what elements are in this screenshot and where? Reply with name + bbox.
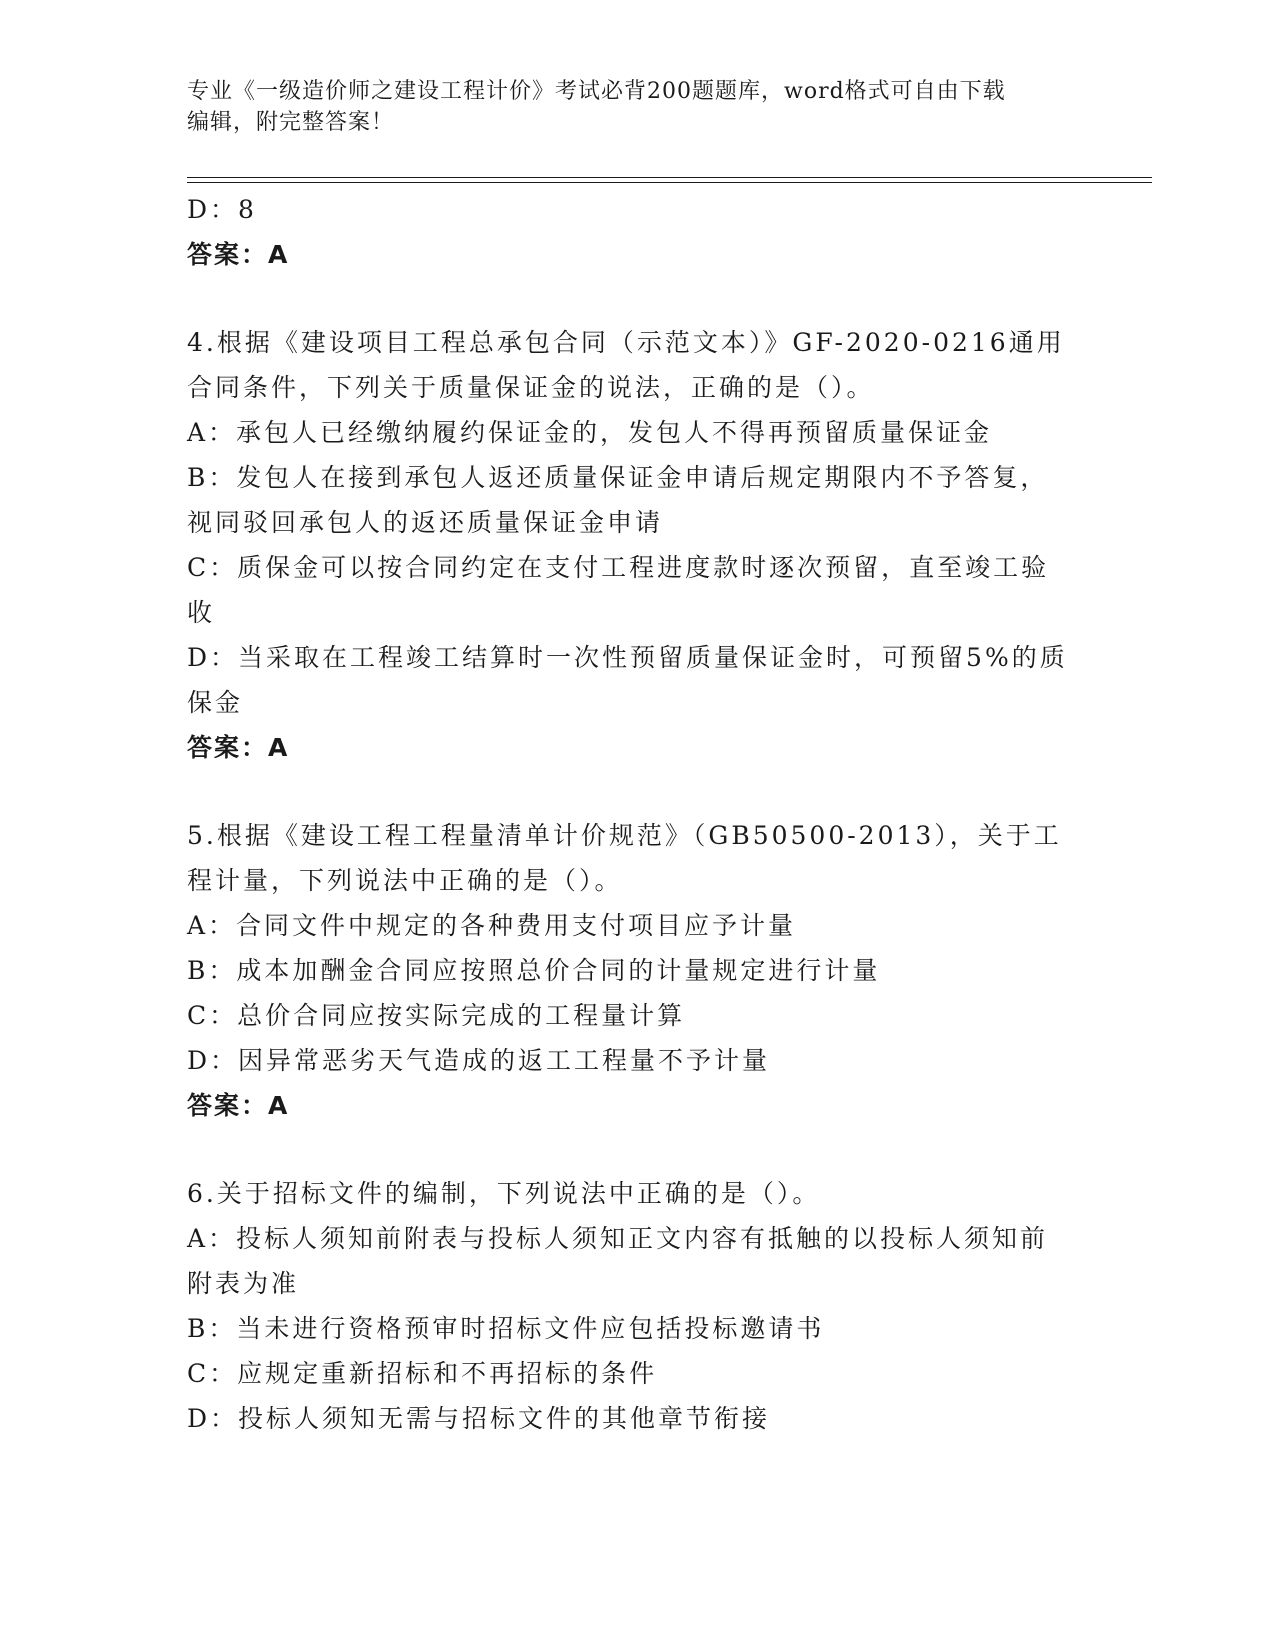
answer-label: 答案：A xyxy=(187,1091,290,1120)
option-c: 收 xyxy=(187,598,216,627)
option-c: C：质保金可以按合同约定在支付工程进度款时逐次预留，直至竣工验 xyxy=(187,553,1050,582)
question-stem: 5.根据《建设工程工程量清单计价规范》（GB50500-2013），关于工 xyxy=(187,821,1062,850)
header-title-line-2: 编辑，附完整答案！ xyxy=(187,110,395,135)
page-header xyxy=(187,76,1087,138)
question-stem: 4.根据《建设项目工程总承包合同（示范文本）》GF-2020-0216通用 xyxy=(187,328,1065,357)
option-d: D：投标人须知无需与招标文件的其他章节衔接 xyxy=(187,1404,771,1433)
question-stem: 合同条件，下列关于质量保证金的说法，正确的是（）。 xyxy=(187,373,875,402)
answer-label: 答案：A xyxy=(187,733,290,762)
question-4 xyxy=(187,320,1087,770)
option-d: D：因异常恶劣天气造成的返工工程量不予计量 xyxy=(187,1046,771,1075)
option-d: D：8 xyxy=(187,195,257,224)
spacer xyxy=(187,277,1087,320)
option-b: 视同驳回承包人的返还质量保证金申请 xyxy=(187,508,664,537)
option-a: 附表为准 xyxy=(187,1269,300,1298)
header-title-line-1: 专业《一级造价师之建设工程计价》考试必背200题题库，word格式可自由下载 xyxy=(187,79,1006,104)
option-d: D：当采取在工程竣工结算时一次性预留质量保证金时，可预留5%的质 xyxy=(187,643,1068,672)
spacer xyxy=(187,770,1087,813)
option-d: 保金 xyxy=(187,688,244,717)
option-a: A：投标人须知前附表与投标人须知正文内容有抵触的以投标人须知前 xyxy=(187,1224,1049,1253)
option-b: B：发包人在接到承包人返还质量保证金申请后规定期限内不予答复， xyxy=(187,463,1049,492)
question-5 xyxy=(187,813,1087,1128)
question-list xyxy=(187,187,1087,1441)
question-stem: 程计量，下列说法中正确的是（）。 xyxy=(187,866,623,895)
question-3-tail xyxy=(187,187,1087,277)
option-c: C：应规定重新招标和不再招标的条件 xyxy=(187,1359,658,1388)
option-b: B：当未进行资格预审时招标文件应包括投标邀请书 xyxy=(187,1314,825,1343)
option-b: B：成本加酬金合同应按照总价合同的计量规定进行计量 xyxy=(187,956,881,985)
header-divider-bottom xyxy=(187,182,1152,183)
option-c: C：总价合同应按实际完成的工程量计算 xyxy=(187,1001,686,1030)
option-a: A：承包人已经缴纳履约保证金的，发包人不得再预留质量保证金 xyxy=(187,418,993,447)
answer-label: 答案：A xyxy=(187,240,290,269)
header-divider-top xyxy=(187,177,1152,178)
spacer xyxy=(187,1128,1087,1171)
option-a: A：合同文件中规定的各种费用支付项目应予计量 xyxy=(187,911,797,940)
question-stem: 6.关于招标文件的编制，下列说法中正确的是（）。 xyxy=(187,1179,821,1208)
question-6 xyxy=(187,1171,1087,1441)
